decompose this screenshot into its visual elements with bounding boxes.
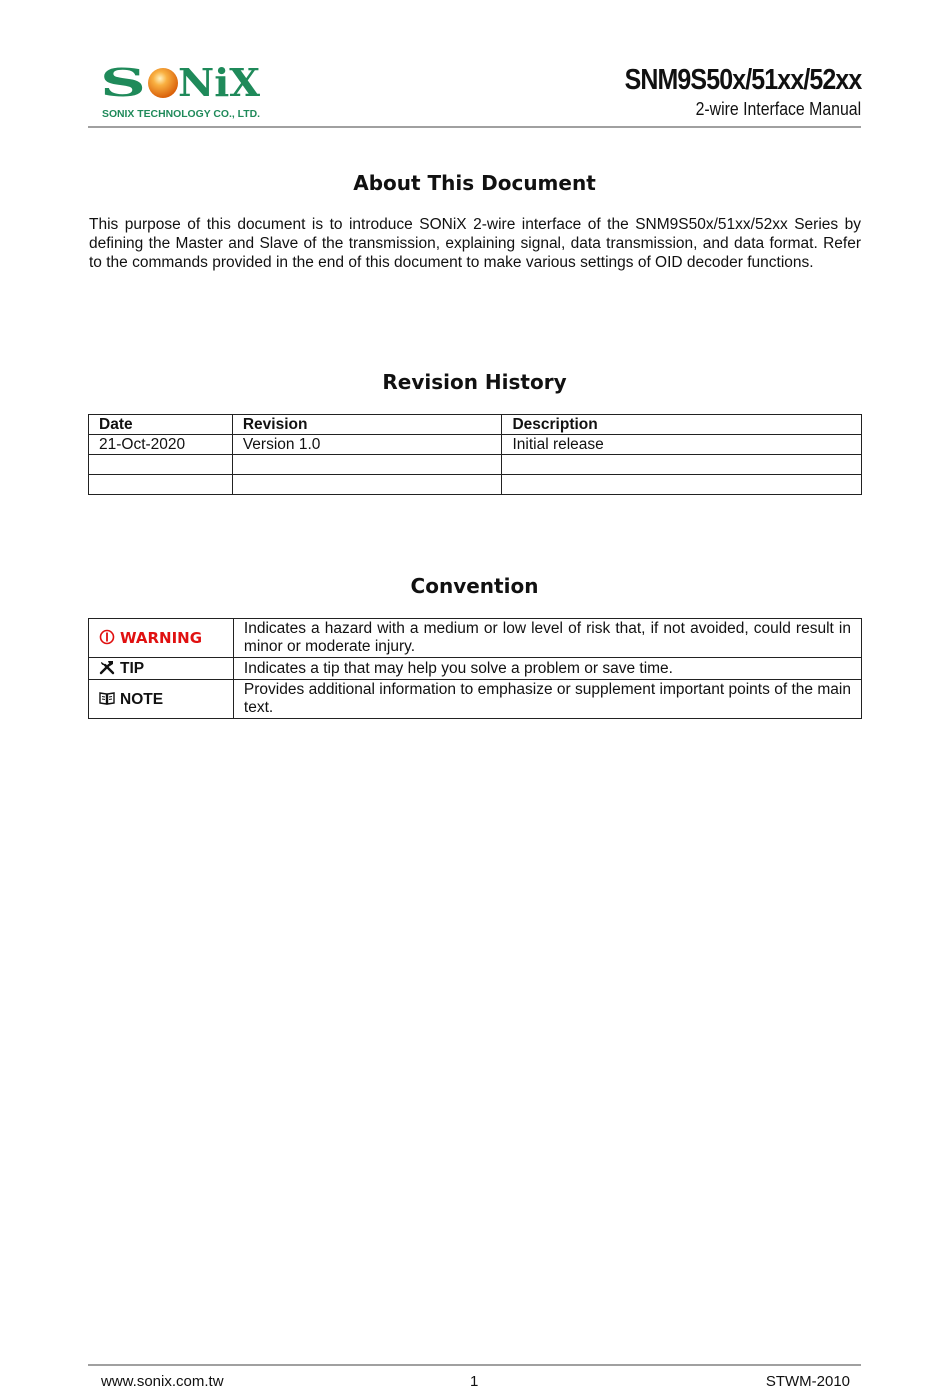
note-description: Provides additional information to emphasize or supplement important points of the main text. bbox=[233, 680, 861, 719]
svg-text:NiX: NiX bbox=[178, 62, 261, 105]
column-header-description: Description bbox=[502, 415, 862, 435]
svg-text:S: S bbox=[100, 62, 146, 105]
warning-label-cell bbox=[89, 619, 234, 658]
cell-revision bbox=[232, 475, 502, 495]
warning-icon bbox=[99, 629, 115, 645]
tip-label-cell bbox=[89, 658, 234, 680]
logo-company-text: SONIX TECHNOLOGY CO., LTD. bbox=[102, 109, 261, 120]
cell-description bbox=[502, 475, 862, 495]
convention-table bbox=[88, 618, 862, 719]
document-title: SNM9S50x/51xx/52xx bbox=[624, 64, 861, 96]
table-row bbox=[89, 455, 862, 475]
revision-header-row bbox=[89, 415, 862, 435]
column-header-revision: Revision bbox=[232, 415, 502, 435]
page-number: 1 bbox=[470, 1373, 479, 1390]
convention-row-tip bbox=[89, 658, 862, 680]
tools-icon bbox=[99, 659, 115, 675]
cell-revision bbox=[232, 455, 502, 475]
cell-date: 21-Oct-2020 bbox=[89, 435, 233, 455]
header-rule bbox=[88, 126, 861, 128]
note-label-cell bbox=[89, 680, 234, 719]
table-row bbox=[89, 435, 862, 455]
tip-label: TIP bbox=[120, 660, 145, 677]
revision-table bbox=[88, 414, 862, 495]
warning-description: Indicates a hazard with a medium or low level of risk that, if not avoided, could result in minor or moderate injury. bbox=[233, 619, 861, 658]
cell-description bbox=[502, 455, 862, 475]
cell-date bbox=[89, 475, 233, 495]
revision-heading: Revision History bbox=[382, 370, 567, 394]
footer-url: www.sonix.com.tw bbox=[101, 1373, 224, 1390]
convention-heading: Convention bbox=[410, 574, 539, 598]
document-code: STWM-2010 bbox=[765, 1373, 850, 1390]
cell-revision: Version 1.0 bbox=[232, 435, 502, 455]
convention-row-warning bbox=[89, 619, 862, 658]
convention-row-note bbox=[89, 680, 862, 719]
about-paragraph: This purpose of this document is to introduce SONiX 2-wire interface of the SNM9S50x/51xx/52xx Series by defining the Master and Slave of the transmission, explaining signal, data transmission, and data format. Refer to the commands provided in the end of this document to make various settings of OID decoder functions. bbox=[89, 216, 861, 271]
book-icon bbox=[99, 690, 115, 706]
footer-rule bbox=[88, 1364, 861, 1366]
tip-description: Indicates a tip that may help you solve a problem or save time. bbox=[233, 658, 861, 680]
note-label: NOTE bbox=[120, 690, 164, 708]
document-subtitle: 2-wire Interface Manual bbox=[695, 99, 861, 119]
table-row bbox=[89, 475, 862, 495]
column-header-date: Date bbox=[89, 415, 233, 435]
cell-date bbox=[89, 455, 233, 475]
cell-description: Initial release bbox=[502, 435, 862, 455]
about-heading: About This Document bbox=[353, 171, 596, 195]
sonix-logo bbox=[100, 62, 265, 120]
warning-label: WARNING bbox=[120, 629, 203, 647]
